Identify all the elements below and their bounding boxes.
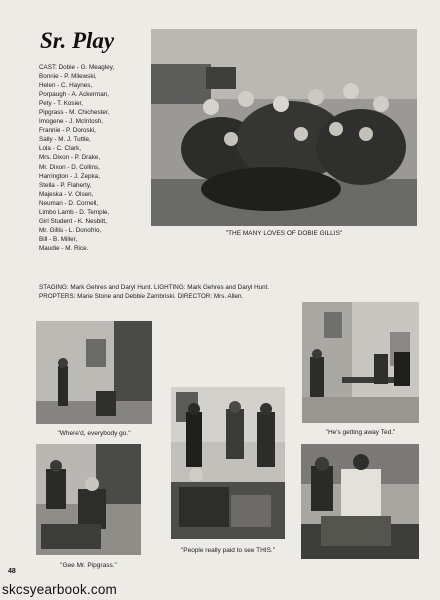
photo-pipgrass: [36, 444, 141, 555]
cast-entry: Imogene - J. McIntosh,: [39, 118, 104, 126]
photo-ted-caption: "He's getting away Ted.": [325, 429, 396, 436]
cast-entry: Majeska - V. Olsen,: [39, 190, 94, 198]
cast-entry: Frannie - P. Doroski,: [39, 127, 96, 135]
cast-entry: Lola - C. Clark,: [39, 145, 81, 153]
photo-where-caption: "Where'd, everybody go.": [57, 430, 131, 437]
cast-list: [39, 63, 157, 253]
staff-line: PROPTERS: Marie Stone and Debbie Zambriski. DIRECTOR: Mrs. Allen.: [39, 293, 244, 300]
cast-entry: Pety - T. Kosier,: [39, 100, 83, 108]
cast-entry: Harrington - J. Zepka,: [39, 172, 100, 180]
cast-entry: Neuman - D. Cornell,: [39, 199, 99, 207]
cast-entry: Mr. Dixon - D. Collins,: [39, 163, 100, 171]
cast-entry: Limbo Lamb - D. Temple,: [39, 208, 110, 216]
cast-entry: Mr. Gillis - L. Donofrio,: [39, 226, 102, 234]
photo-paid-caption: "People really paid to see THIS.": [180, 547, 276, 554]
page-number: 48: [8, 568, 16, 575]
cast-entry: CAST: Dobie - G. Meagley,: [39, 64, 115, 71]
page-title: Sr. Play: [40, 28, 115, 53]
staff-line: STAGING: Mark Gehres and Daryl Hunt. LIGHTING: Mark Gehres and Daryl Hunt.: [39, 284, 270, 291]
cast-entry: Bonnie - P. Milewski,: [39, 73, 97, 81]
photo-pipgrass-caption: "Gee Mr. Pipgrass.": [60, 562, 117, 569]
main-group-photo: [151, 29, 417, 226]
cast-entry: Maudie - M. Rice.: [39, 244, 89, 252]
photo-ted: [302, 302, 419, 423]
cast-entry: Mrs. Dixon - P. Drake,: [39, 154, 101, 162]
cast-entry: Pipgrass - M. Chichester,: [39, 109, 110, 117]
cast-entry: Girl Student - K. Nesbitt,: [39, 217, 107, 225]
cast-entry: Bill - B. Miller,: [39, 235, 78, 243]
photo-bottom-right: [301, 444, 419, 559]
watermark-text: skcsyearbook.com: [2, 582, 117, 597]
photo-paid: [171, 387, 285, 539]
photo-where: [36, 321, 152, 424]
cast-entry: Helen - C. Haynes,: [39, 82, 93, 90]
main-photo-caption: "THE MANY LOVES OF DOBIE GILLIS": [225, 230, 343, 237]
cast-entry: Stella - P. Flaherty,: [39, 181, 92, 189]
cast-entry: Sally - M. J. Tuttle,: [39, 136, 91, 144]
staff-credits: [39, 283, 429, 301]
cast-entry: Porpaugh - A. Ackerman,: [39, 91, 110, 99]
